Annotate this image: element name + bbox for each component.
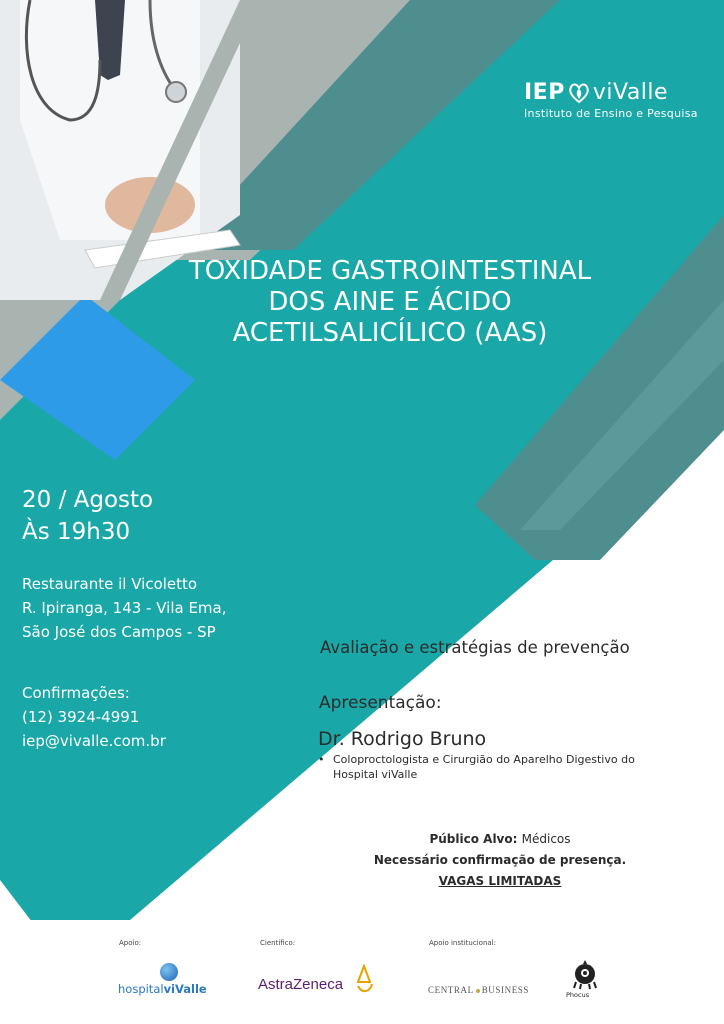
hospital-vivalle-logo (118, 963, 228, 1003)
confirmation-note: Necessário confirmação de presença. (373, 853, 627, 867)
title-line-3: ACETILSALICÍLICO (AAS) (232, 318, 548, 348)
bio-bullet: • (318, 753, 325, 766)
event-location (22, 572, 227, 644)
presenter-bio (318, 752, 678, 782)
astrazeneca-swirl-icon (354, 964, 374, 994)
contact-phone[interactable]: (12) 3924-4991 (22, 708, 140, 726)
astrazeneca-text: AstraZeneca (258, 976, 344, 993)
venue-city: São José dos Campos - SP (22, 623, 216, 641)
limited-seats: VAGAS LIMITADAS (438, 874, 562, 888)
title-line-1: TOXIDADE GASTROINTESTINAL (188, 256, 592, 286)
apoio-label: Apoio: (119, 939, 142, 947)
bio-line-1: Coloproctologista e Cirurgião do Aparelho Digestivo do (333, 753, 635, 766)
contact-email[interactable]: iep@vivalle.com.br (22, 732, 166, 750)
hospital-word: hospital (118, 982, 164, 996)
astrazeneca-logo (258, 964, 378, 1000)
phocus-text: Phocus (566, 991, 590, 999)
venue-name: Restaurante il Vicoletto (22, 575, 198, 593)
audience-label: Público Alvo: (429, 832, 518, 846)
stethoscope-head (166, 82, 186, 102)
bio-text (333, 752, 635, 782)
central-dot-icon (476, 989, 480, 993)
event-title (140, 256, 640, 349)
audience-line (330, 829, 670, 850)
central-word: CENTRAL (428, 985, 474, 995)
hospital-logo-text (118, 982, 207, 996)
central-business-logo (428, 985, 529, 995)
bio-line-2: Hospital viValle (333, 768, 418, 781)
audience-info (330, 829, 670, 892)
phocus-logo (562, 958, 610, 1000)
venue-street: R. Ipiranga, 143 - Vila Ema, (22, 599, 227, 617)
event-time: Às 19h30 (22, 519, 131, 545)
leaf-heart-icon (567, 81, 591, 105)
title-line-2: DOS AINE E ÁCIDO (268, 287, 512, 317)
event-date: 20 / Agosto (22, 487, 154, 513)
event-subtitle: Avaliação e estratégias de prevenção (320, 638, 630, 657)
presenter-name: Dr. Rodrigo Bruno (318, 728, 487, 750)
logo-vivalle-text: viValle (592, 80, 669, 105)
institucional-label: Apoio institucional: (429, 939, 496, 947)
phocus-mascot-icon (570, 958, 600, 990)
logo-tagline: Instituto de Ensino e Pesquisa (524, 107, 698, 120)
bio-item (318, 752, 678, 782)
business-word: BUSINESS (481, 985, 530, 995)
cientifico-label: Científico: (260, 939, 296, 947)
contact-label: Confirmações: (22, 684, 130, 702)
event-datetime (22, 484, 153, 548)
presentation-label: Apresentação: (319, 693, 442, 713)
contact-info (22, 681, 166, 753)
audience-value: Médicos (521, 832, 571, 846)
globe-icon (160, 963, 178, 981)
logo-iep-text: IEP (524, 80, 565, 105)
iep-vivalle-logo (524, 80, 714, 120)
vivalle-word: viValle (163, 982, 207, 996)
